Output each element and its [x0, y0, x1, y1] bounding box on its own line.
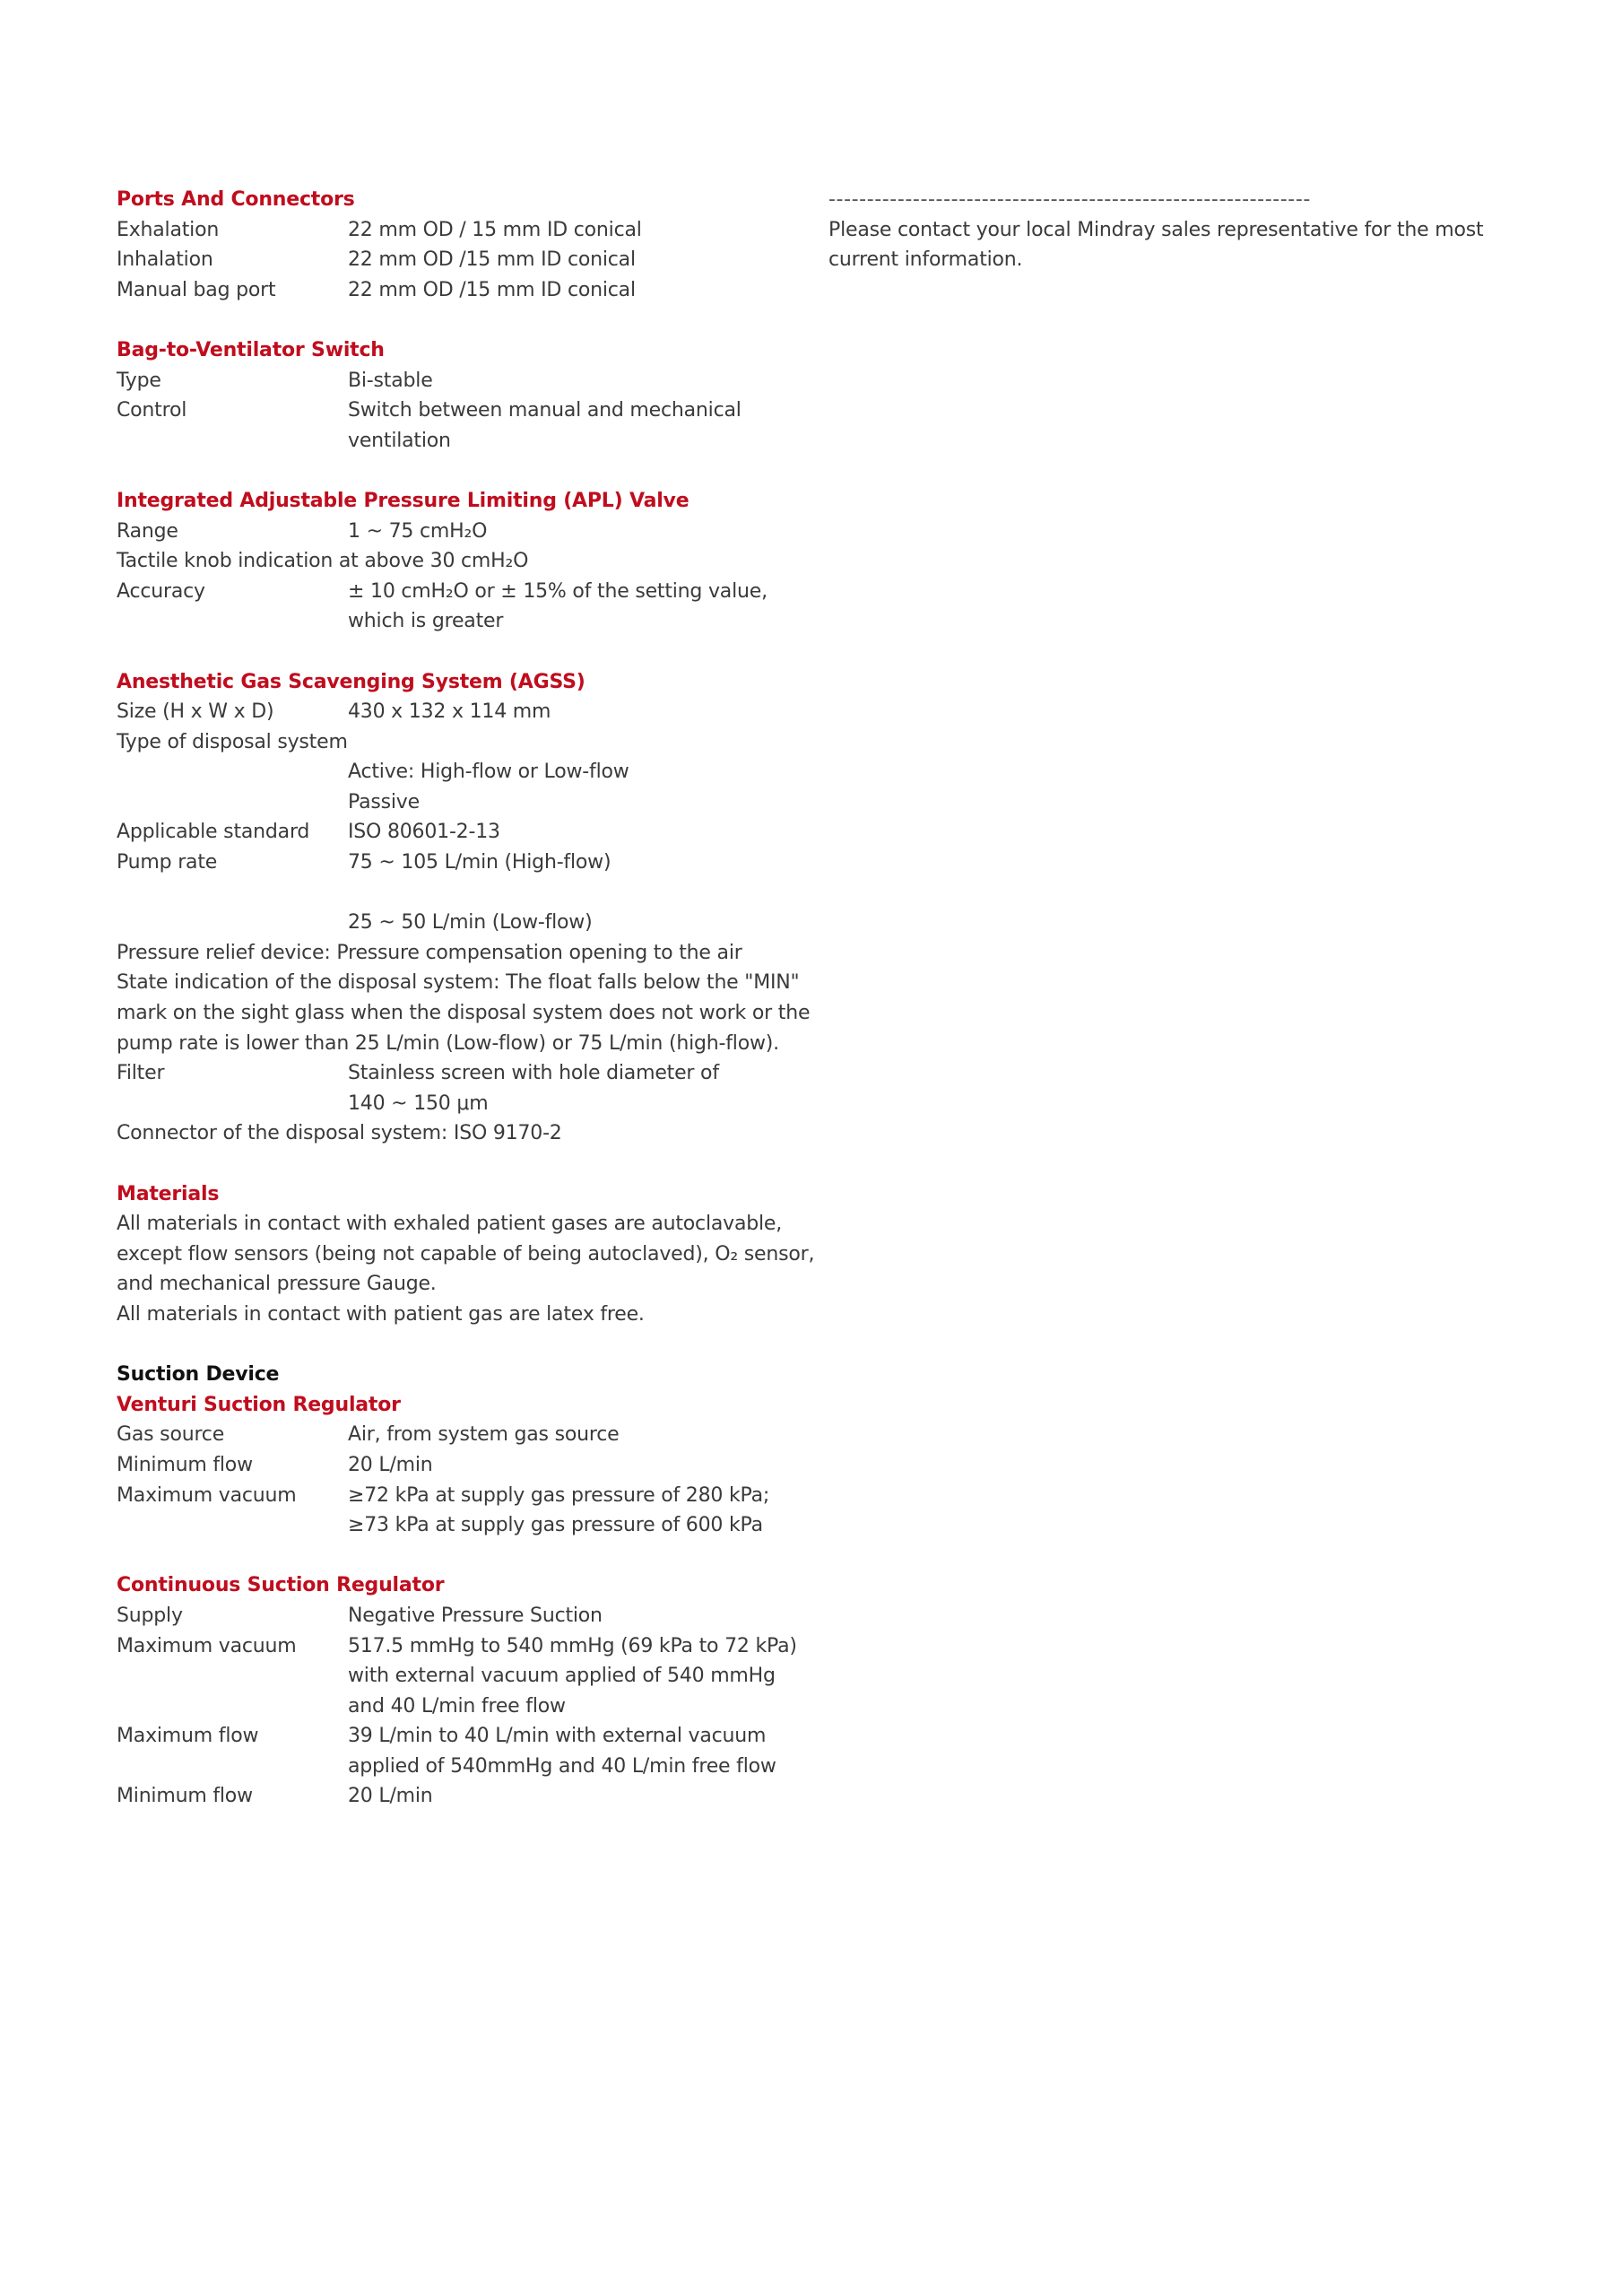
- spec-value: Bi-stable: [348, 369, 433, 392]
- spec-row: [117, 697, 798, 727]
- spec-row: [117, 1781, 798, 1812]
- spec-row: [117, 275, 798, 306]
- spec-text: and mechanical pressure Gauge.: [117, 1273, 437, 1296]
- spec-left-column: [117, 185, 815, 1812]
- spec-row: [117, 848, 798, 938]
- spec-label: Accuracy: [117, 579, 205, 603]
- spec-label: Supply: [117, 1604, 183, 1627]
- spec-label: Filter: [117, 1062, 165, 1085]
- spec-text: All materials in contact with patient gas are latex free.: [117, 1302, 645, 1326]
- spec-label: Type of disposal system: [117, 730, 348, 753]
- spec-text: pump rate is lower than 25 L/min (Low-flow) or 75 L/min (high-flow).: [117, 1031, 779, 1055]
- spec-row: [117, 1721, 798, 1781]
- spec-text: Pressure relief device: Pressure compensation opening to the air: [117, 941, 742, 964]
- spec-value: 22 mm OD / 15 mm ID conical: [348, 218, 642, 241]
- spec-label: Control: [117, 399, 187, 422]
- spec-row: [117, 245, 798, 275]
- spec-value: applied of 540mmHg and 40 L/min free flow: [348, 1754, 776, 1778]
- spec-row: [117, 517, 798, 547]
- spec-text: State indication of the disposal system: The float falls below the "MIN": [117, 971, 800, 995]
- spec-row: [117, 1450, 798, 1481]
- spec-label: Minimum flow: [117, 1453, 253, 1476]
- spec-text: Connector of the disposal system: ISO 9170-2: [117, 1122, 562, 1145]
- spec-label: Exhalation: [117, 218, 220, 241]
- spec-text: mark on the sight glass when the disposal system does not work or the: [117, 1002, 811, 1025]
- spec-value: 517.5 mmHg to 540 mmHg (69 kPa to 72 kPa): [348, 1634, 797, 1657]
- spec-label: Gas source: [117, 1423, 225, 1447]
- spec-value: 39 L/min to 40 L/min with external vacuum: [348, 1725, 767, 1748]
- spec-label: Range: [117, 519, 178, 543]
- spec-label: Maximum flow: [117, 1725, 259, 1748]
- spec-value: 22 mm OD /15 mm ID conical: [348, 278, 636, 301]
- spec-value: 22 mm OD /15 mm ID conical: [348, 248, 636, 272]
- spec-value: Stainless screen with hole diameter of: [348, 1062, 719, 1085]
- spec-text: except flow sensors (being not capable of being autoclaved), O₂ sensor,: [117, 1242, 815, 1265]
- separator-line: ---------------------------------------------------------------: [828, 188, 1311, 211]
- spec-value: 1 ~ 75 cmH₂O: [348, 519, 488, 543]
- spec-row: [117, 817, 798, 848]
- spec-value: Active: High-flow or Low-flow: [348, 761, 629, 784]
- spec-row: [117, 366, 798, 396]
- spec-label: Inhalation: [117, 248, 213, 272]
- section-title-materials: Materials: [117, 1182, 220, 1205]
- section-title-apl: Integrated Adjustable Pressure Limiting (APL) Valve: [117, 489, 690, 512]
- spec-row: [117, 215, 798, 246]
- spec-value: 20 L/min: [348, 1453, 433, 1476]
- spec-value: 75 ~ 105 L/min (High-flow): [348, 851, 612, 874]
- spec-value: Air, from system gas source: [348, 1423, 620, 1447]
- spec-value: Passive: [348, 790, 420, 813]
- spec-value: Switch between manual and mechanical: [348, 399, 742, 422]
- spec-text: All materials in contact with exhaled patient gases are autoclavable,: [117, 1213, 783, 1236]
- spec-row: [117, 396, 798, 456]
- spec-label: Maximum vacuum: [117, 1634, 297, 1657]
- spec-value: ≥72 kPa at supply gas pressure of 280 kPa;: [348, 1483, 770, 1507]
- spec-value: and 40 L/min free flow: [348, 1694, 566, 1718]
- section-title-continuous: Continuous Suction Regulator: [117, 1574, 445, 1597]
- spec-value: which is greater: [348, 610, 504, 633]
- spec-value: Negative Pressure Suction: [348, 1604, 603, 1627]
- spec-label: Maximum vacuum: [117, 1483, 297, 1507]
- spec-label: Applicable standard: [117, 821, 310, 844]
- section-title-venturi: Venturi Suction Regulator: [117, 1393, 401, 1416]
- notice-text: current information.: [828, 248, 1023, 272]
- section-title-bag-switch: Bag-to-Ventilator Switch: [117, 338, 385, 361]
- spec-row: [117, 757, 798, 817]
- spec-row: [117, 1481, 798, 1541]
- notice-text: Please contact your local Mindray sales representative for the most: [828, 218, 1484, 241]
- spec-row: [117, 1058, 798, 1118]
- section-title-ports: Ports And Connectors: [117, 188, 355, 211]
- spec-value: 430 x 132 x 114 mm: [348, 700, 551, 724]
- section-title-agss: Anesthetic Gas Scavenging System (AGSS): [117, 670, 585, 693]
- spec-value: 20 L/min: [348, 1785, 433, 1808]
- section-title-suction: Suction Device: [117, 1363, 280, 1387]
- spec-label: Manual bag port: [117, 278, 276, 301]
- spec-row: [117, 1631, 798, 1722]
- spec-label: Type: [117, 369, 161, 392]
- spec-label: Minimum flow: [117, 1785, 253, 1808]
- spec-value: ventilation: [348, 429, 451, 452]
- spec-value: ± 10 cmH₂O or ± 15% of the setting value,: [348, 579, 768, 603]
- notice-column: [828, 185, 1492, 275]
- spec-row: [117, 1601, 798, 1631]
- spec-text: Tactile knob indication at above 30 cmH₂O: [117, 550, 529, 573]
- spec-row: [117, 577, 798, 637]
- spec-value: ISO 80601-2-13: [348, 821, 500, 844]
- spec-value: 140 ~ 150 μm: [348, 1091, 489, 1115]
- spec-value: 25 ~ 50 L/min (Low-flow): [348, 911, 593, 935]
- spec-row: [117, 1420, 798, 1450]
- spec-label: Pump rate: [117, 851, 218, 874]
- spec-value: ≥73 kPa at supply gas pressure of 600 kPa: [348, 1514, 763, 1537]
- spec-label: Size (H x W x D): [117, 700, 274, 724]
- spec-value: with external vacuum applied of 540 mmHg: [348, 1665, 776, 1688]
